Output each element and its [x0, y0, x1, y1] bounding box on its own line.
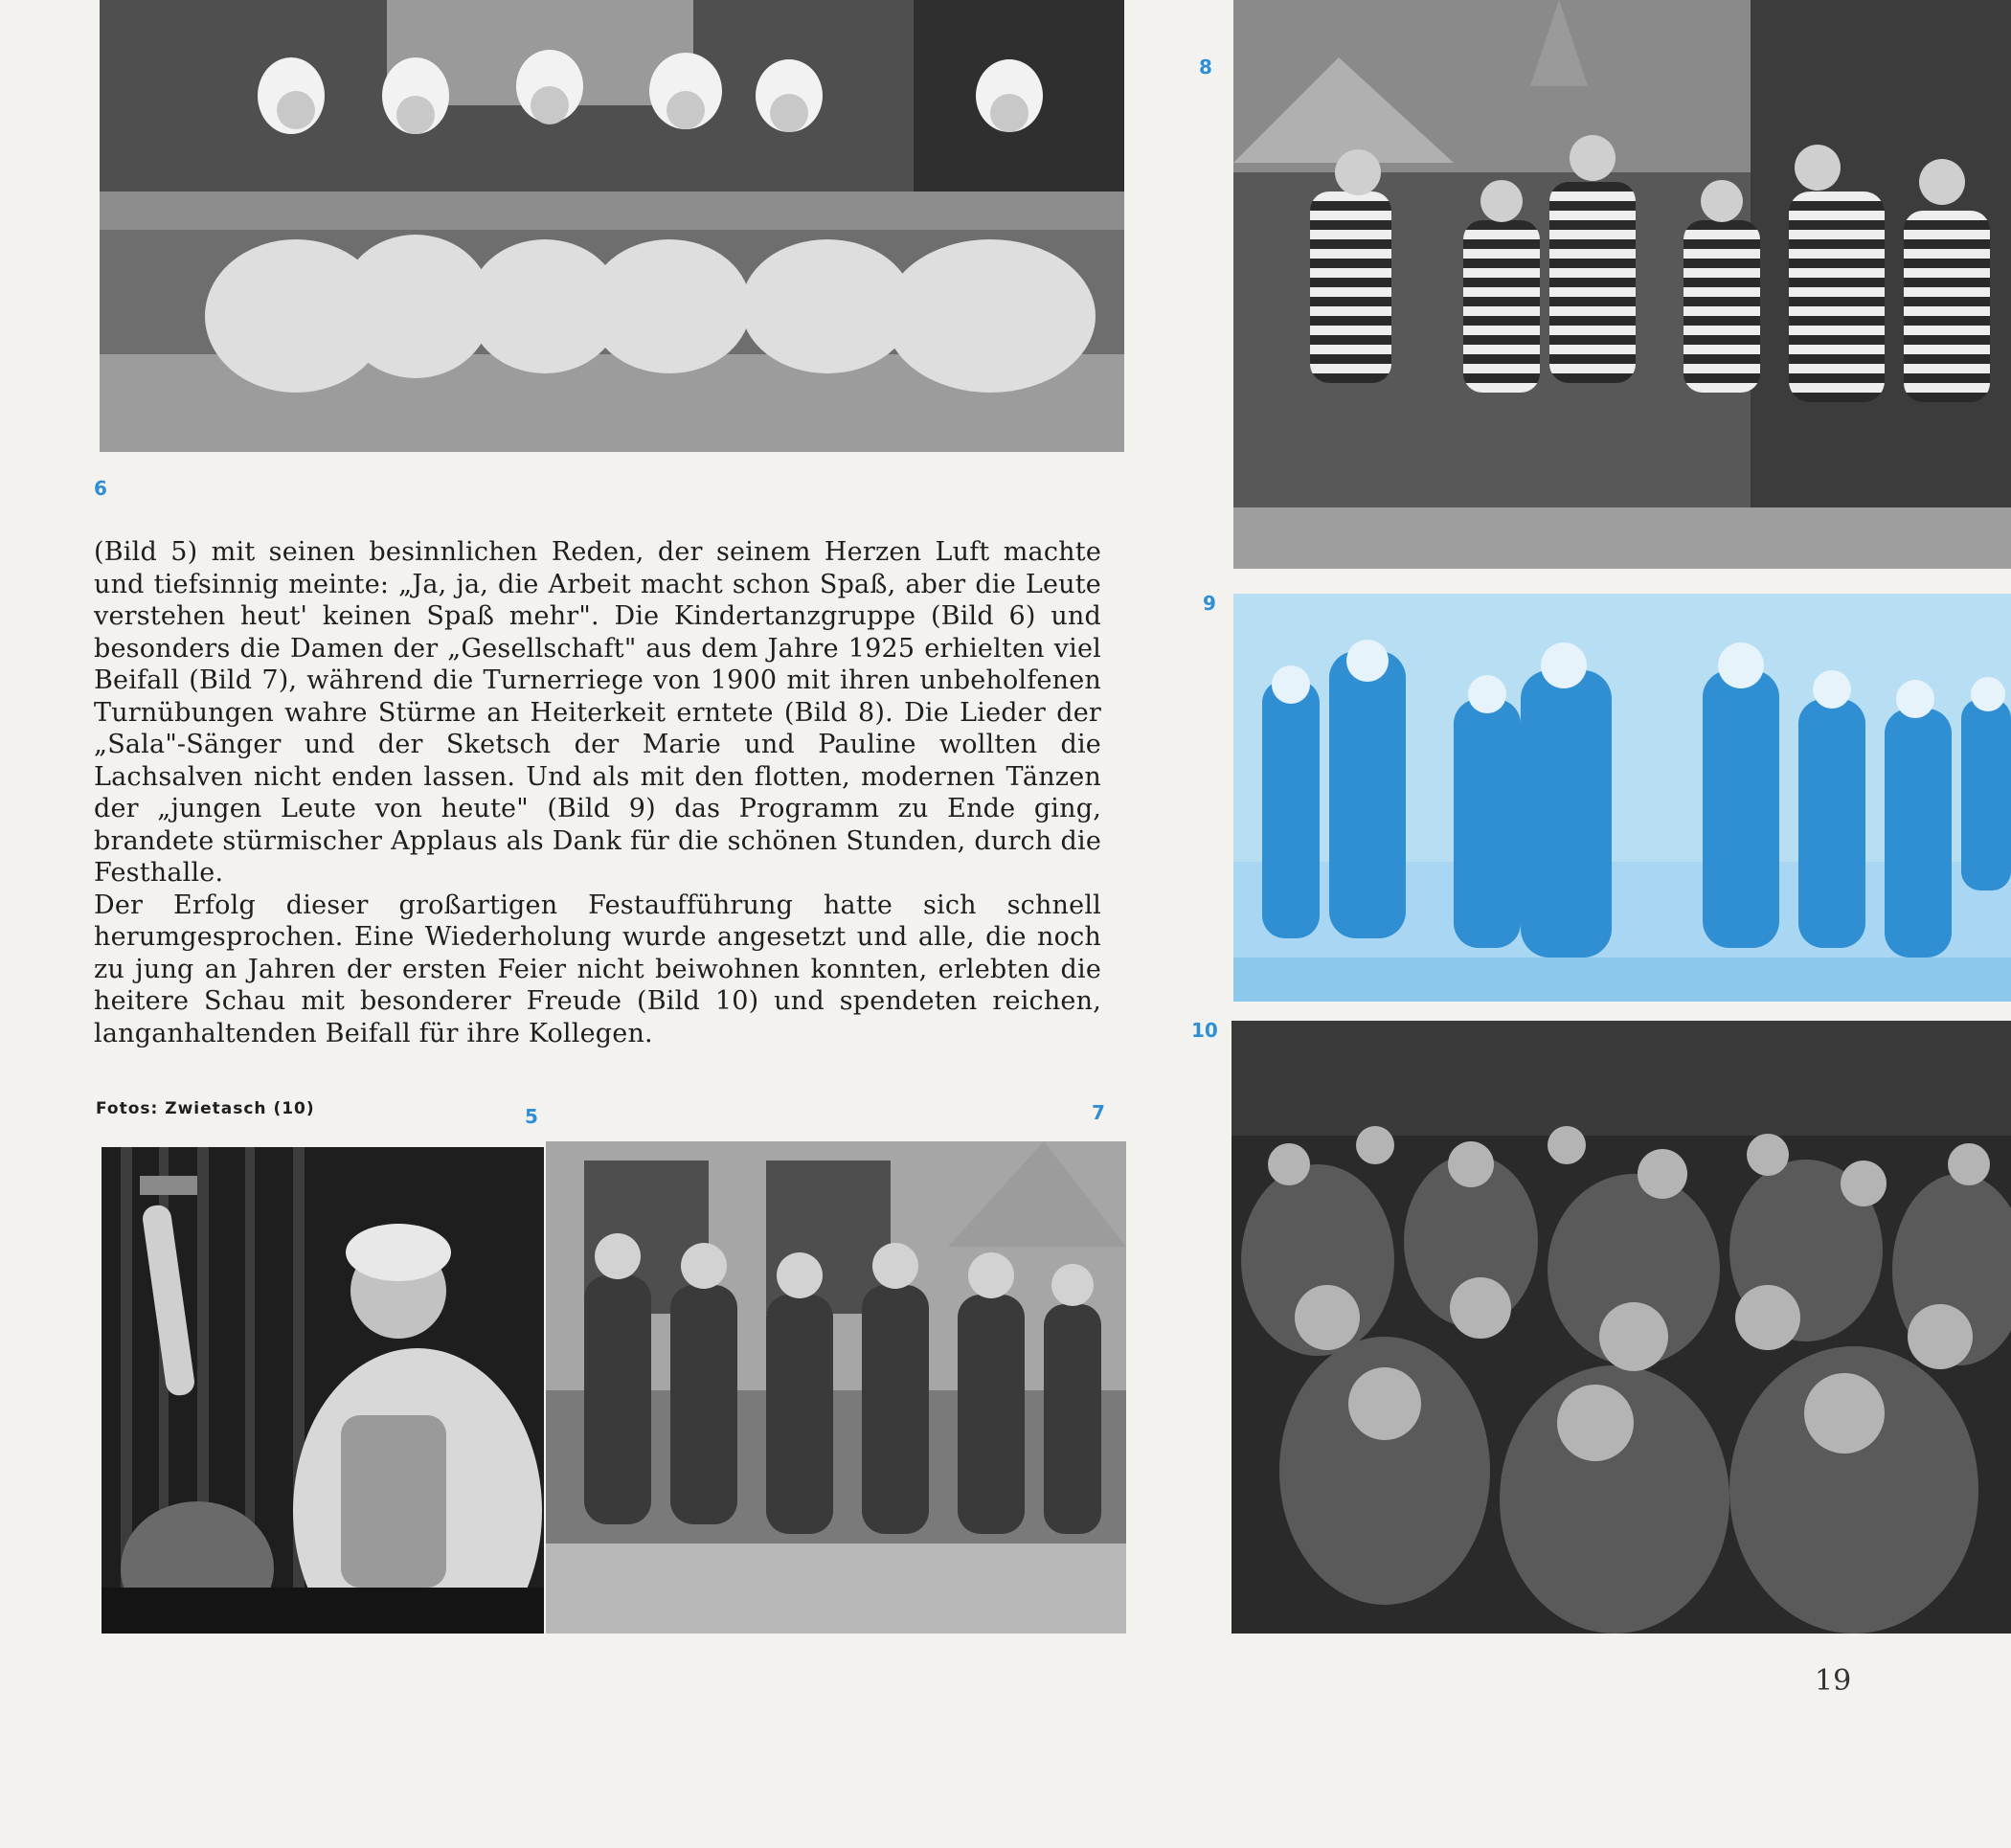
figure-number-6: 6	[94, 477, 107, 500]
figure-number-10: 10	[1191, 1019, 1218, 1042]
photo-gymnasts-striped	[1233, 0, 2011, 569]
article-paragraph-1: (Bild 5) mit seinen besinnlichen Reden, der seinem Herzen Luft machte und tiefsinnig meinte: „Ja, ja, die Arbeit macht schon Spaß, aber die Leute verstehen heut' keinen Spaß mehr". Die Kindertanzgruppe (Bild 6) und besonders die Damen der „Gesellschaft" aus dem Jahre 1925 erhielten viel Beifall (Bild 7), während die Turnerriege von 1900 mit ihren unbeholfenen Turnübungen wahre Stürme an Heiterkeit erntete (Bild 8). Die Lieder der „Sala"-Sänger und der Sketsch der Marie und Pauline wollten die Lachsalven nicht enden lassen. Und als mit den flotten, modernen Tänzen der „jungen Leute von heute" (Bild 9) das Programm zu Ende ging, brandete stürmischer Applaus als Dank für die schönen Stunden, durch die Festhalle.	[94, 537, 1101, 888]
photo-ladies-1925	[546, 1141, 1126, 1634]
photo-credits: Fotos: Zwietasch (10)	[96, 1099, 315, 1118]
page-number: 19	[1815, 1664, 1852, 1698]
figure-number-9: 9	[1203, 592, 1216, 615]
photo-young-dancers	[1233, 594, 2011, 1002]
photo-children-dance-group	[100, 0, 1124, 452]
photo-audience	[1231, 1021, 2011, 1634]
article-paragraph-2: Der Erfolg dieser großartigen Festaufführung hatte sich schnell herumgesprochen. Eine Wiederholung wurde angesetzt und alle, die noch zu jung an Jahren der ersten Feier nicht beiwohnen konnten, erlebten die heitere Schau mit besonderer Freude (Bild 10) und spendeten reichen, langanhaltenden Beifall für ihre Kollegen.	[94, 890, 1101, 1048]
figure-number-5: 5	[525, 1105, 538, 1128]
figure-number-8: 8	[1199, 56, 1212, 79]
article-body	[94, 536, 1101, 1049]
photo-old-craftsman	[102, 1147, 544, 1634]
figure-number-7: 7	[1092, 1101, 1105, 1124]
